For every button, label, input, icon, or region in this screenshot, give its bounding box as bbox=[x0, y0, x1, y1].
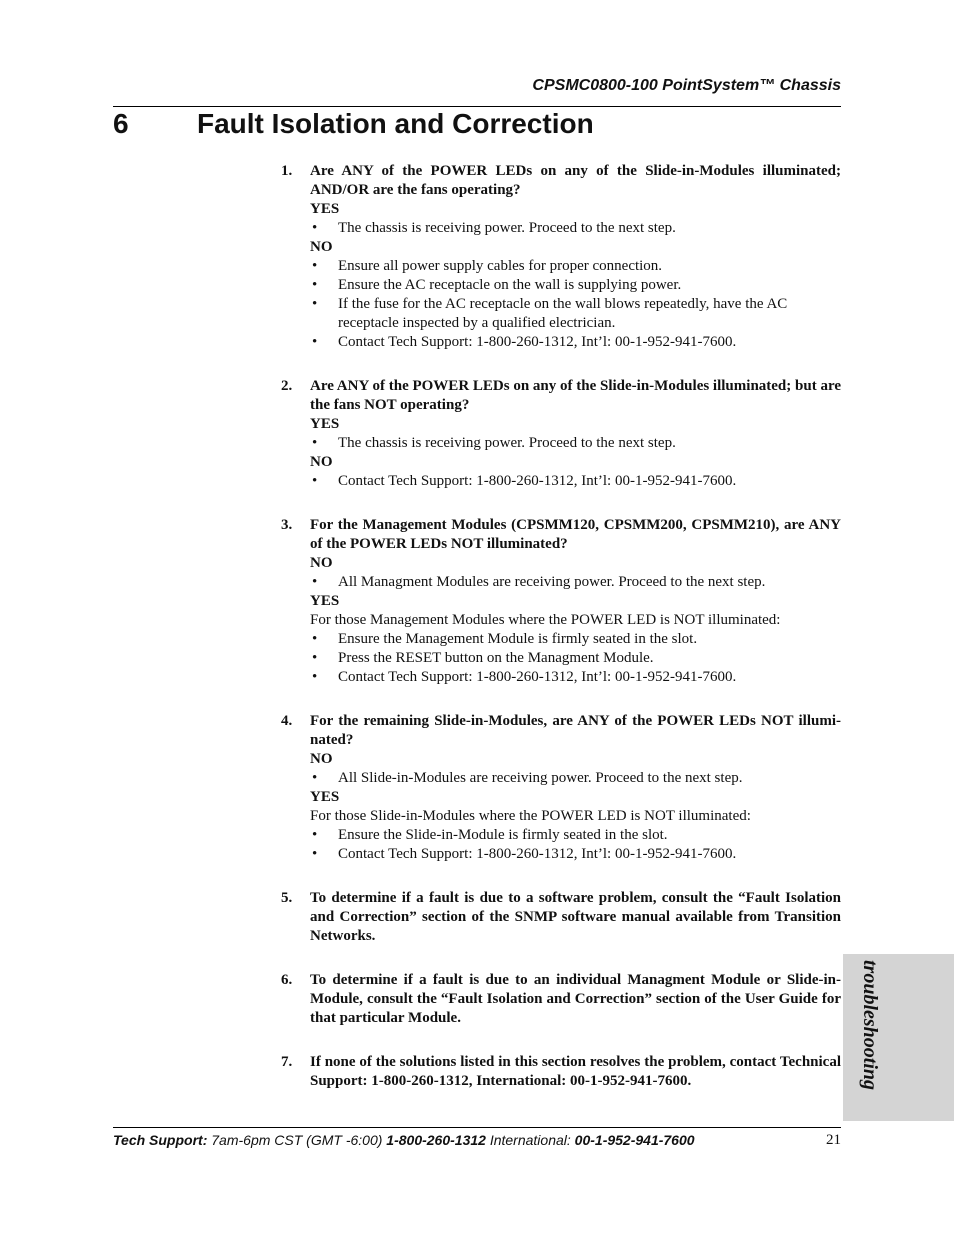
bullet-item: • Contact Tech Support: 1-800-260-1312, Int’l: 00-1-952-941-7600. bbox=[310, 668, 841, 687]
section-title: Fault Isolation and Correction bbox=[197, 108, 594, 139]
step-number: 6. bbox=[281, 972, 293, 988]
step-number: 1. bbox=[281, 163, 293, 179]
step-number: 3. bbox=[281, 517, 293, 533]
step-question: Are ANY of the POWER LEDs on any of the Slide-in-Modules illuminated; AND/OR are the fans operating? bbox=[310, 163, 841, 198]
bullet-item: • Contact Tech Support: 1-800-260-1312, Int’l: 00-1-952-941-7600. bbox=[310, 472, 841, 491]
bullet-item: • Contact Tech Support: 1-800-260-1312, Int’l: 00-1-952-941-7600. bbox=[310, 845, 841, 864]
chapter-tab-label: troubleshooting bbox=[859, 960, 881, 1091]
header-rule bbox=[113, 106, 841, 107]
step-4 bbox=[281, 712, 841, 864]
bullet-item: • All Managment Modules are receiving power. Proceed to the next step. bbox=[310, 573, 841, 592]
yes-label: YES bbox=[310, 593, 340, 609]
bullet-item: • Ensure the AC receptacle on the wall is supplying power. bbox=[310, 276, 841, 295]
step-3 bbox=[281, 516, 841, 687]
no-label: NO bbox=[310, 239, 333, 255]
bullet-item: • Ensure the Management Module is firmly seated in the slot. bbox=[310, 630, 841, 649]
running-header-title: CPSMC0800-100 PointSystem™ Chassis bbox=[532, 77, 841, 94]
step-number: 5. bbox=[281, 890, 293, 906]
step-5 bbox=[281, 889, 841, 946]
step-question: To determine if a fault is due to an individual Managment Module or Slide-in-Module, consult the “Fault Isolation and Correction” section of the User Guide for that particular Module. bbox=[310, 972, 841, 1026]
bullet-item: • Ensure the Slide-in-Module is firmly seated in the slot. bbox=[310, 826, 841, 845]
footer-support-label: Tech Support: bbox=[113, 1132, 208, 1148]
yes-bullet-list bbox=[310, 434, 841, 453]
yes-label: YES bbox=[310, 789, 340, 805]
step-1 bbox=[281, 162, 841, 352]
step-7 bbox=[281, 1053, 841, 1091]
no-bullet-list bbox=[310, 769, 841, 788]
bullet-item: • If the fuse for the AC receptacle on the wall blows repeatedly, have the AC receptacle inspected by a qualified electrician. bbox=[310, 295, 841, 333]
no-bullet-list bbox=[310, 472, 841, 491]
no-label: NO bbox=[310, 454, 333, 470]
step-number: 2. bbox=[281, 378, 293, 394]
yes-intro-text: For those Slide-in-Modules where the POWER LED is NOT illuminated: bbox=[310, 808, 751, 824]
yes-bullet-list bbox=[310, 630, 841, 687]
bullet-item: • The chassis is receiving power. Proceed to the next step. bbox=[310, 219, 841, 238]
step-number: 7. bbox=[281, 1054, 293, 1070]
step-question: Are ANY of the POWER LEDs on any of the Slide-in-Modules illuminated; but are the fans NOT operating? bbox=[310, 378, 841, 413]
no-bullet-list bbox=[310, 573, 841, 592]
yes-intro-text: For those Management Modules where the POWER LED is NOT illuminated: bbox=[310, 612, 781, 628]
step-2 bbox=[281, 377, 841, 491]
steps-list bbox=[281, 162, 841, 1116]
step-number: 4. bbox=[281, 713, 293, 729]
bullet-item: • Press the RESET button on the Managment Module. bbox=[310, 649, 841, 668]
section-number: 6 bbox=[113, 108, 129, 139]
step-question: If none of the solutions listed in this section resolves the problem, contact Technical Support: 1-800-260-1312, International: 00-1-952-941-7600. bbox=[310, 1054, 841, 1089]
no-bullet-list bbox=[310, 257, 841, 352]
step-question: To determine if a fault is due to a software problem, consult the “Fault Isolation and Correction” section of the SNMP software manual available from Transition Networks. bbox=[310, 890, 841, 944]
step-question: For the Management Modules (CPSMM120, CPSMM200, CPSMM210), are ANY of the POWER LEDs NOT illuminated? bbox=[310, 517, 841, 552]
bullet-item: • Contact Tech Support: 1-800-260-1312, Int’l: 00-1-952-941-7600. bbox=[310, 333, 841, 352]
page-number: 21 bbox=[826, 1132, 841, 1148]
footer-intl-label: International: bbox=[485, 1132, 575, 1148]
yes-label: YES bbox=[310, 201, 340, 217]
footer-hours: 7am-6pm CST (GMT -6:00) bbox=[207, 1132, 387, 1148]
footer-rule bbox=[113, 1127, 841, 1128]
yes-label: YES bbox=[310, 416, 340, 432]
no-label: NO bbox=[310, 555, 333, 571]
footer-contact bbox=[113, 1132, 695, 1148]
bullet-item: • All Slide-in-Modules are receiving power. Proceed to the next step. bbox=[310, 769, 841, 788]
no-label: NO bbox=[310, 751, 333, 767]
yes-bullet-list bbox=[310, 826, 841, 864]
footer-intl-phone: 00-1-952-941-7600 bbox=[574, 1132, 695, 1148]
yes-bullet-list bbox=[310, 219, 841, 238]
footer-phone: 1-800-260-1312 bbox=[386, 1132, 486, 1148]
bullet-item: • Ensure all power supply cables for proper connection. bbox=[310, 257, 841, 276]
bullet-item: • The chassis is receiving power. Proceed to the next step. bbox=[310, 434, 841, 453]
step-6 bbox=[281, 971, 841, 1028]
step-question: For the remaining Slide-in-Modules, are ANY of the POWER LEDs NOT illumi-nated? bbox=[310, 713, 841, 748]
